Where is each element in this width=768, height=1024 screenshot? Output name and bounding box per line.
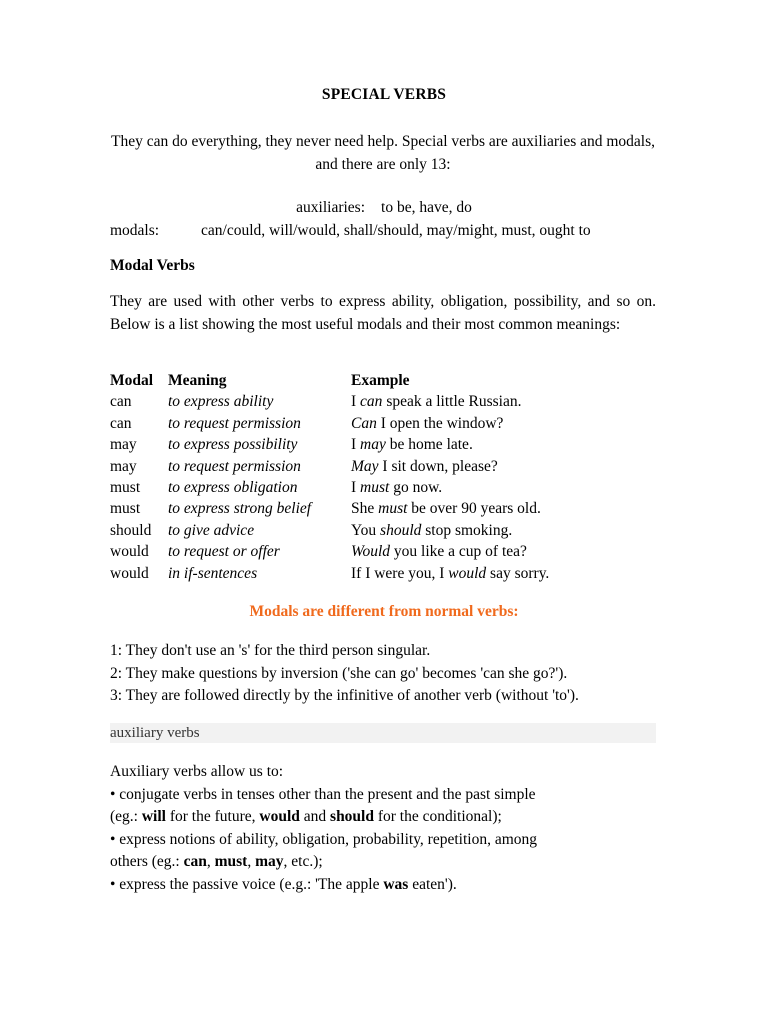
table-header-row — [110, 370, 549, 391]
auxiliary-intro: Auxiliary verbs allow us to: — [110, 763, 284, 780]
table-row — [110, 434, 549, 455]
bullet-line: • express the passive voice (e.g.: 'The apple was eaten'). — [110, 875, 457, 893]
difference-heading: Modals are different from normal verbs: — [249, 603, 519, 620]
modals-value: can/could, will/would, shall/should, may/might, must, ought to — [201, 222, 591, 239]
cell-example: I can speak a little Russian. — [351, 393, 522, 411]
cell-modal: may — [110, 436, 137, 454]
auxiliaries-value: to be, have, do — [381, 199, 472, 216]
table-row — [110, 520, 549, 541]
header-meaning: Meaning — [168, 372, 227, 389]
bullet-line: others (eg.: can, must, may, etc.); — [110, 853, 323, 870]
cell-meaning: to request permission — [168, 457, 301, 475]
section-bar-label: auxiliary verbs — [110, 725, 200, 741]
cell-example: She must be over 90 years old. — [351, 500, 541, 518]
section-bar-auxiliary-verbs — [110, 723, 656, 743]
cell-example: You should stop smoking. — [351, 521, 513, 539]
cell-meaning: to express possibility — [168, 436, 298, 454]
cell-modal: must — [110, 478, 141, 496]
cell-example: I may be home late. — [351, 436, 473, 454]
table-row — [110, 498, 549, 519]
header-modal: Modal — [110, 372, 154, 389]
bullet-line: • conjugate verbs in tenses other than the present and the past simple — [110, 785, 536, 803]
list-item: 1: They don't use an 's' for the third person singular. — [110, 642, 431, 659]
auxiliaries-line — [0, 199, 768, 217]
modals-table — [110, 370, 549, 584]
cell-modal: would — [110, 564, 149, 582]
modal-verbs-paragraph: They are used with other verbs to express ability, obligation, possibility, and so on. Below is a list showing the most useful modals and their most common meanings: — [110, 293, 656, 333]
intro-paragraph: They can do everything, they never need help. Special verbs are auxiliaries and modals, and there are only 13: — [110, 133, 656, 173]
cell-modal: may — [110, 457, 137, 475]
modal-verbs-heading: Modal Verbs — [110, 257, 195, 274]
list-item: 2: They make questions by inversion ('she can go' becomes 'can she go?'). — [110, 664, 568, 682]
cell-example: May I sit down, please? — [351, 457, 498, 475]
cell-meaning: to express obligation — [168, 478, 298, 496]
bullet-line: • express notions of ability, obligation, probability, repetition, among — [110, 830, 538, 848]
cell-modal: can — [110, 393, 132, 411]
cell-meaning: to express ability — [168, 393, 274, 411]
rules-list — [110, 640, 579, 708]
table-row — [110, 563, 549, 584]
cell-example: Would you like a cup of tea? — [351, 543, 527, 561]
cell-meaning: to express strong belief — [168, 500, 312, 518]
modals-label: modals: — [110, 222, 160, 239]
cell-modal: should — [110, 521, 152, 539]
table-row — [110, 477, 549, 498]
auxiliary-verbs-section — [110, 761, 537, 896]
table-row — [110, 413, 549, 434]
modals-line — [110, 222, 656, 240]
cell-meaning: to request permission — [168, 414, 301, 432]
table-row — [110, 456, 549, 477]
cell-example: Can I open the window? — [351, 414, 504, 432]
list-item: 3: They are followed directly by the infinitive of another verb (without 'to'). — [110, 687, 579, 704]
cell-example: I must go now. — [351, 478, 443, 496]
cell-modal: can — [110, 414, 132, 432]
header-example: Example — [351, 372, 410, 389]
cell-meaning: to request or offer — [168, 543, 280, 561]
cell-modal: must — [110, 500, 141, 518]
cell-meaning: in if-sentences — [168, 564, 258, 582]
cell-example: If I were you, I would say sorry. — [351, 564, 550, 582]
table-row — [110, 391, 549, 412]
cell-modal: would — [110, 543, 149, 561]
page-title: SPECIAL VERBS — [321, 86, 447, 103]
table-row — [110, 541, 549, 562]
cell-meaning: to give advice — [168, 521, 255, 539]
auxiliaries-label: auxiliaries: — [296, 199, 366, 216]
bullet-line: (eg.: will for the future, would and should for the conditional); — [110, 808, 502, 825]
